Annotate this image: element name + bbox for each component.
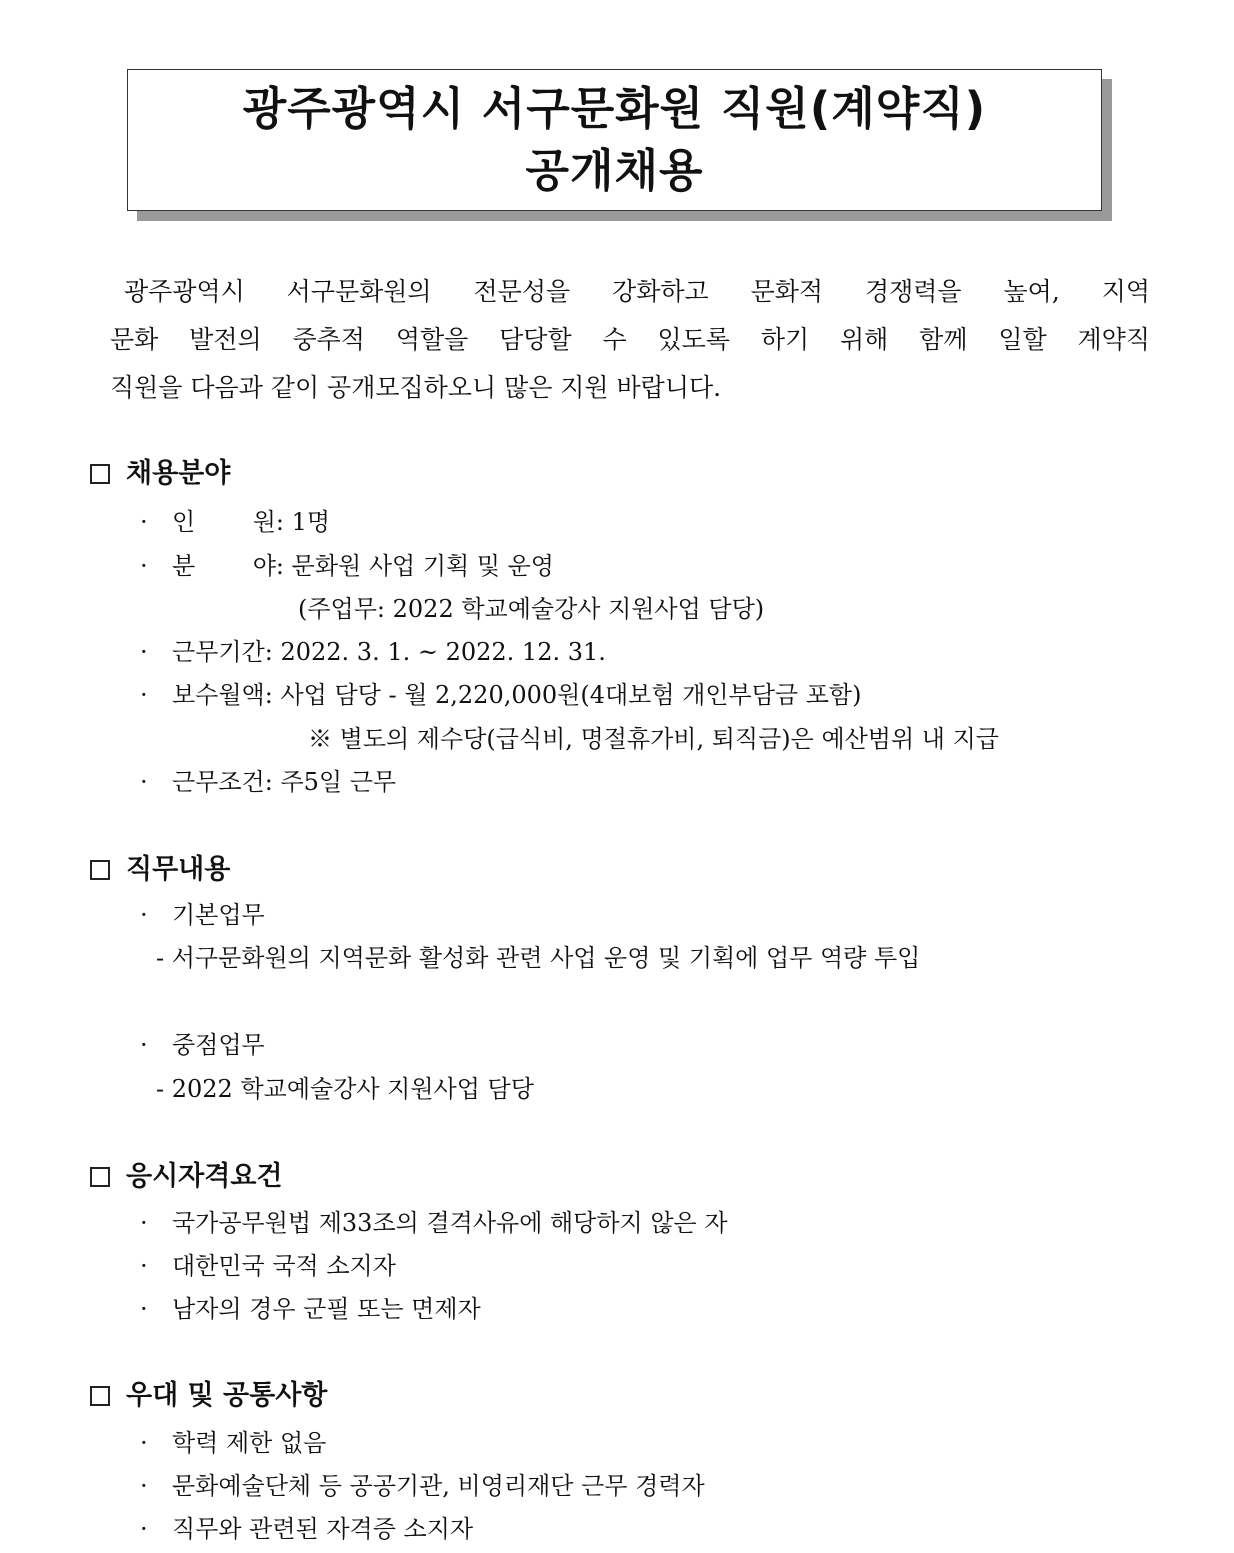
bullet-icon: ·: [140, 681, 148, 709]
intro-line-3: 직원을 다음과 같이 공개모집하오니 많은 지원 바랍니다.: [110, 373, 722, 402]
list-item-field: [140, 549, 554, 583]
bullet-icon: ·: [140, 1429, 148, 1457]
item-text: 남자의 경우 군필 또는 면제자: [172, 1295, 481, 1323]
item-label: 근무조건:: [172, 768, 273, 796]
list-item-headcount: [140, 505, 330, 539]
item-label: 보수월액:: [172, 681, 273, 709]
intro-line-1: 광주광역시 서구문화원의 전문성을 강화하고 문화적 경쟁력을 높여, 지역: [124, 277, 1150, 306]
section-heading-text: 채용분야: [126, 458, 231, 489]
field-note: (주업무: 2022 학교예술강사 지원사업 담당): [298, 595, 765, 623]
bullet-icon: ·: [140, 1472, 148, 1500]
item-text: 학력 제한 없음: [172, 1429, 327, 1457]
title-line-2: 공개채용: [525, 144, 704, 197]
list-item-pay: [140, 678, 861, 712]
bullet-icon: ·: [140, 638, 148, 666]
intro-line-2: 문화 발전의 중추적 역할을 담당할 수 있도록 하기 위해 함께 일할 계약직: [110, 325, 1150, 354]
checkbox-icon: [90, 1167, 110, 1187]
item-value: 1명: [291, 508, 331, 536]
bullet-icon: ·: [140, 1252, 148, 1280]
item-text: 대한민국 국적 소지자: [172, 1252, 396, 1280]
item-text: 문화예술단체 등 공공기관, 비영리재단 근무 경력자: [172, 1472, 705, 1500]
checkbox-icon: [90, 464, 110, 484]
bullet-icon: ·: [140, 768, 148, 796]
list-item: [140, 1206, 728, 1240]
list-item: [140, 1249, 396, 1283]
list-item: [140, 1292, 481, 1326]
item-value: 사업 담당 - 월 2,220,000원(4대보험 개인부담금 포함): [280, 681, 862, 709]
label-part: 분: [172, 552, 196, 580]
item-label: [172, 505, 284, 539]
pay-note: ※ 별도의 제수당(급식비, 명절휴가비, 퇴직금)은 예산범위 내 지급: [308, 725, 999, 753]
title-box: [127, 69, 1102, 211]
section-heading-text: 직무내용: [126, 854, 231, 885]
item-value: 2022. 3. 1. ~ 2022. 12. 31.: [280, 638, 606, 666]
title-line-1: 광주광역시 서구문화원 직원(계약직): [242, 82, 987, 135]
list-item-period: [140, 635, 606, 669]
item-text: 직무와 관련된 자격증 소지자: [172, 1515, 474, 1543]
list-item-focus-duty: [140, 1028, 265, 1062]
focus-duty-detail: - 2022 학교예술강사 지원사업 담당: [156, 1075, 534, 1103]
list-item: [140, 1512, 473, 1546]
item-value: 주5일 근무: [280, 768, 397, 796]
section-heading-qualifications: [90, 1159, 283, 1195]
label-part: 원:: [252, 508, 284, 536]
bullet-icon: ·: [140, 1031, 148, 1059]
checkbox-icon: [90, 1386, 110, 1406]
section-heading-recruitment: [90, 456, 230, 492]
item-label: 기본업무: [172, 901, 265, 929]
item-text: 국가공무원법 제33조의 결격사유에 해당하지 않은 자: [172, 1209, 728, 1237]
item-label: 중점업무: [172, 1031, 265, 1059]
list-item-condition: [140, 765, 396, 799]
label-part: 인: [172, 508, 196, 536]
item-value: 문화원 사업 기획 및 운영: [291, 552, 554, 580]
item-label: [172, 549, 284, 583]
section-heading-preferences: [90, 1378, 327, 1414]
list-item: [140, 1426, 326, 1460]
bullet-icon: ·: [140, 552, 148, 580]
section-heading-text: 응시자격요건: [126, 1161, 283, 1192]
label-part: 야:: [252, 552, 284, 580]
item-label: 근무기간:: [172, 638, 273, 666]
bullet-icon: ·: [140, 1209, 148, 1237]
section-heading-text: 우대 및 공통사항: [126, 1380, 328, 1411]
section-heading-duties: [90, 852, 230, 888]
list-item-basic-duty: [140, 898, 265, 932]
bullet-icon: ·: [140, 901, 148, 929]
bullet-icon: ·: [140, 1295, 148, 1323]
bullet-icon: ·: [140, 508, 148, 536]
basic-duty-detail: - 서구문화원의 지역문화 활성화 관련 사업 운영 및 기획에 업무 역량 투입: [156, 944, 921, 972]
list-item: [140, 1469, 705, 1503]
bullet-icon: ·: [140, 1515, 148, 1543]
intro-paragraph: [110, 268, 1150, 412]
checkbox-icon: [90, 860, 110, 880]
